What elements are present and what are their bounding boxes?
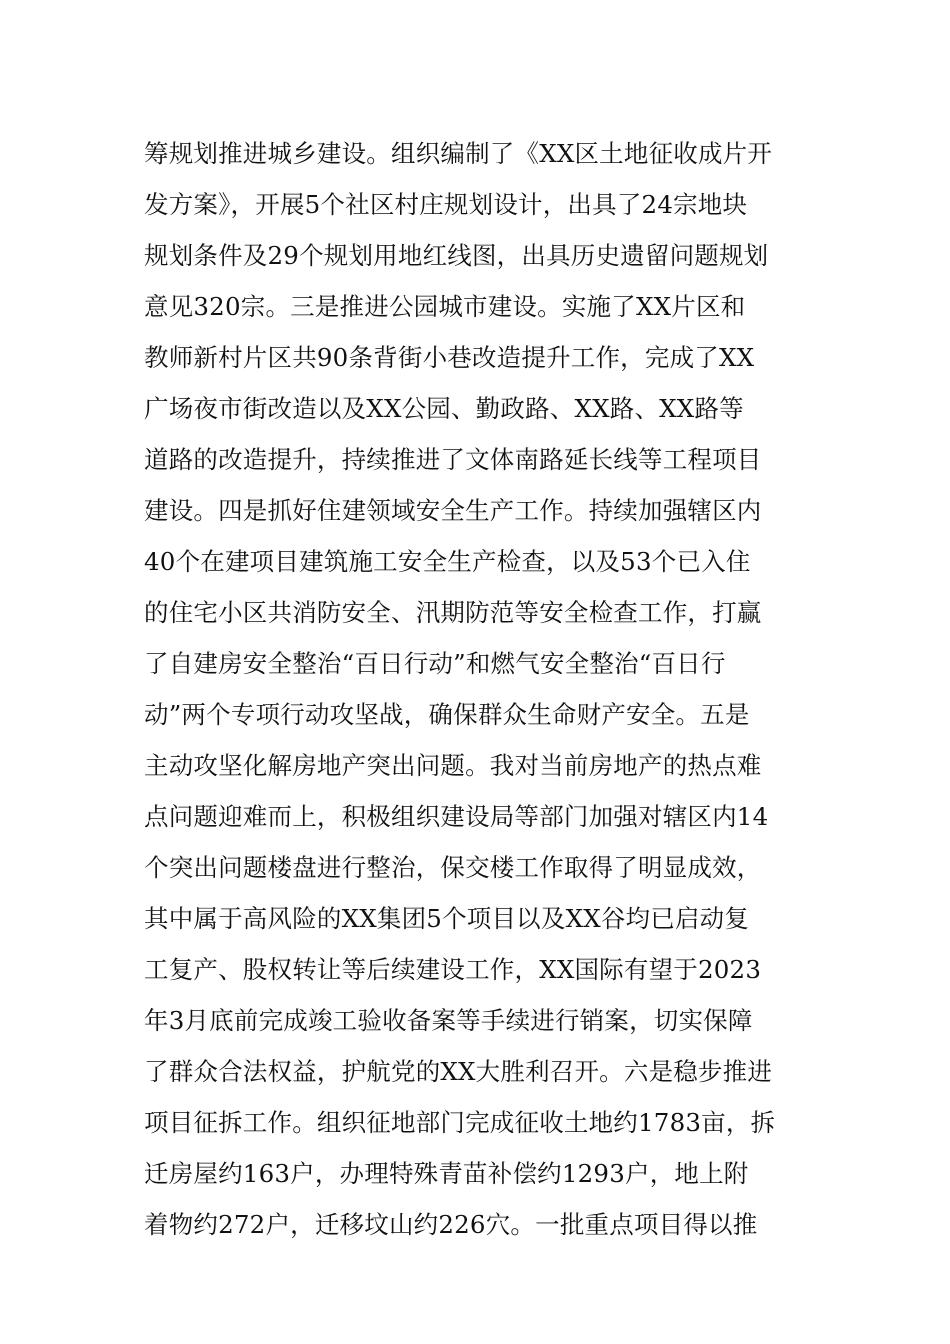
text-line-7: 道路的改造提升，持续推进了文体南路延长线等工程项目 <box>144 445 762 474</box>
text-line-5: 教师新村片区共90条背街小巷改造提升工作，完成了XX <box>144 343 755 372</box>
text-line-4: 意见320宗。三是推进公园城市建设。实施了XX片区和 <box>144 292 746 321</box>
text-line-8: 建设。四是抓好住建领域安全生产工作。持续加强辖区内 <box>144 496 762 525</box>
text-line-12: 动”两个专项行动攻坚战，确保群众生命财产安全。五是 <box>144 700 750 729</box>
text-line-6: 广场夜市街改造以及XX公园、勤政路、XX路、XX路等 <box>144 394 744 423</box>
text-line-17: 工复产、股权转让等后续建设工作，XX国际有望于2023 <box>144 955 762 984</box>
text-line-21: 迁房屋约163户，办理特殊青苗补偿约1293户，地上附 <box>144 1159 749 1188</box>
text-line-9: 40个在建项目建筑施工安全生产检查，以及53个已入住 <box>144 547 751 576</box>
text-line-10: 的住宅小区共消防安全、汛期防范等安全检查工作，打赢 <box>144 598 762 627</box>
text-line-22: 着物约272户，迁移坟山约226穴。一批重点项目得以推 <box>144 1210 758 1239</box>
text-line-20: 项目征拆工作。组织征地部门完成征收土地约1783亩，拆 <box>144 1108 776 1137</box>
text-line-11: 了自建房安全整治“百日行动”和燃气安全整治“百日行 <box>144 649 726 678</box>
text-line-15: 个突出问题楼盘进行整治，保交楼工作取得了明显成效， <box>144 853 762 882</box>
text-line-19: 了群众合法权益，护航党的XX大胜利召开。六是稳步推进 <box>144 1057 773 1086</box>
text-line-1: 筹规划推进城乡建设。组织编制了《XX区土地征收成片开 <box>144 139 773 168</box>
text-line-3: 规划条件及29个规划用地红线图，出具历史遗留问题规划 <box>144 241 769 270</box>
body-text <box>144 128 808 1250</box>
text-line-2: 发方案》，开展5个社区村庄规划设计，出具了24宗地块 <box>144 190 748 219</box>
text-line-14: 点问题迎难而上，积极组织建设局等部门加强对辖区内14 <box>144 802 769 831</box>
text-line-13: 主动攻坚化解房地产突出问题。我对当前房地产的热点难 <box>144 751 762 780</box>
text-line-16: 其中属于高风险的XX集团5个项目以及XX谷均已启动复 <box>144 904 750 933</box>
text-line-18: 年3月底前完成竣工验收备案等手续进行销案，切实保障 <box>144 1006 753 1035</box>
